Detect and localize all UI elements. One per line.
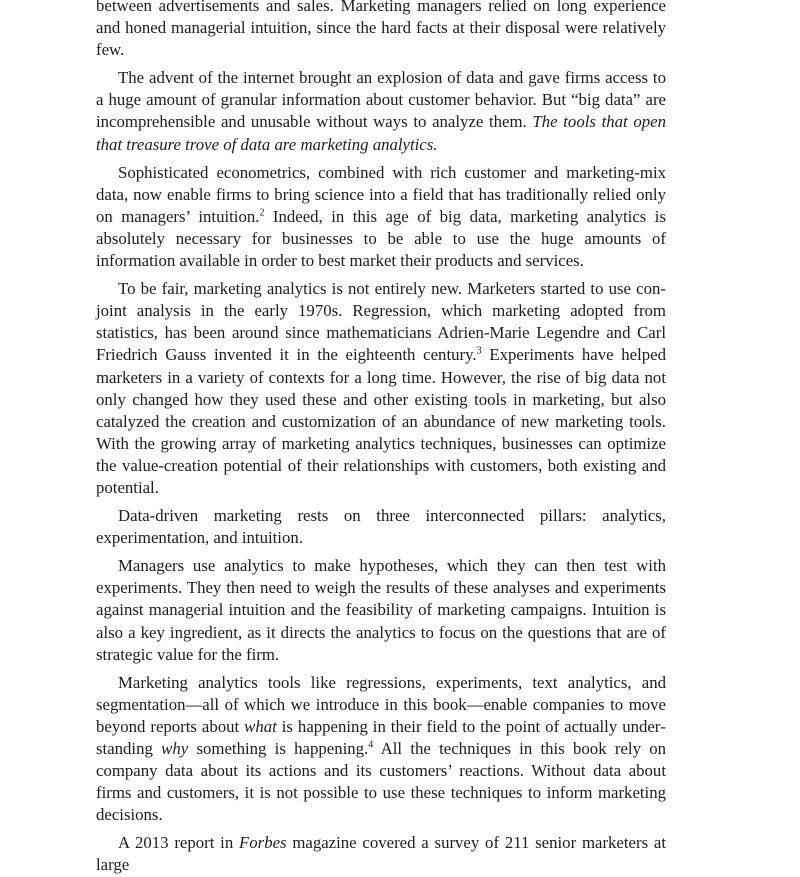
paragraph <box>96 505 666 549</box>
text-run: To be fair, marketing analytics is not entirely new. Marketers started to use conjoint analysis in the early 1970s. Regression, which marketing adopted from statistics, has been around since mathematicians Adrien-Marie Legendre and Carl Friedrich Gauss invented it in the eighteenth century. <box>96 279 666 365</box>
footnote-marker: 2 <box>259 207 265 219</box>
text-run: between advertisements and sales. Marketing managers relied on long experience and honed managerial intuition, since the hard facts at their disposal were relatively few. <box>96 0 666 60</box>
emphasis-text: Forbes <box>239 833 287 853</box>
text-run: magazine covered a survey of 211 senior marketers at large <box>96 833 666 875</box>
text-run: The advent of the internet brought an explosion of data and gave firms access to a huge amount of granular information about customer behavior. But “big data” are incomprehensible and unusable without ways to analyze them. <box>96 68 666 132</box>
emphasis-text: what <box>244 716 277 736</box>
emphasis-text: why <box>161 739 189 758</box>
text-run: something is happening. <box>188 739 369 758</box>
footnote-marker: 3 <box>476 345 482 357</box>
paragraph <box>96 672 666 827</box>
text-run: Sophisticated econometrics, combined with rich customer and marketing-mix data, now enable firms to bring science into a field that has traditionally relied only on managers’ intuition. <box>96 162 666 226</box>
text-run: is happening in their field to the point of actually understanding <box>96 716 666 758</box>
emphasis-text: The tools that open that treasure trove of data are marketing analytics. <box>96 112 666 154</box>
text-run: Marketing analytics tools like regressions, experiments, text analytics, and segmentation—all of which we introduce in this book—enable companies to move beyond reports about <box>96 672 666 736</box>
text-run: A 2013 report in <box>118 833 240 853</box>
paragraph <box>96 0 666 61</box>
body-text <box>96 0 666 877</box>
paragraph <box>96 67 666 155</box>
paragraph <box>96 555 666 665</box>
paragraph <box>96 278 666 499</box>
text-run: Indeed, in this age of big data, marketing analytics is absolutely necessary for businesses to be able to use the huge amounts of information available in order to best market their products and services. <box>96 206 666 271</box>
text-run: Managers use analytics to make hypotheses, which they can then test with experiments. They then need to weigh the results of these analyses and experiments against managerial intuition and the feasibility of marketing campaigns. Intuition is also a key ingredient, as it directs the analytics to focus on the questions that are of strategic value for the firm. <box>96 556 666 664</box>
text-run: Experiments have helped marketers in a variety of contexts for a long time. However, the rise of big data not only changed how they used these and other existing tools in marketing, but also catalyzed the creation and customization of an abundance of new marketing tools. With the growing array of marketing analytics techniques, businesses can optimize the value-creation potential of their relationships with customers, both existing and potential. <box>96 345 666 497</box>
text-run: All the techniques in this book rely on company data about its actions and its customers’ reactions. Without data about firms and customers, it is not possible to use these techniques to inform marketing decisions. <box>96 739 667 825</box>
text-run: Data-driven marketing rests on three interconnected pillars: analytics, experimentation, and intuition. <box>96 506 666 548</box>
footnote-marker: 4 <box>368 739 374 751</box>
paragraph <box>96 832 666 876</box>
paragraph <box>96 162 666 272</box>
